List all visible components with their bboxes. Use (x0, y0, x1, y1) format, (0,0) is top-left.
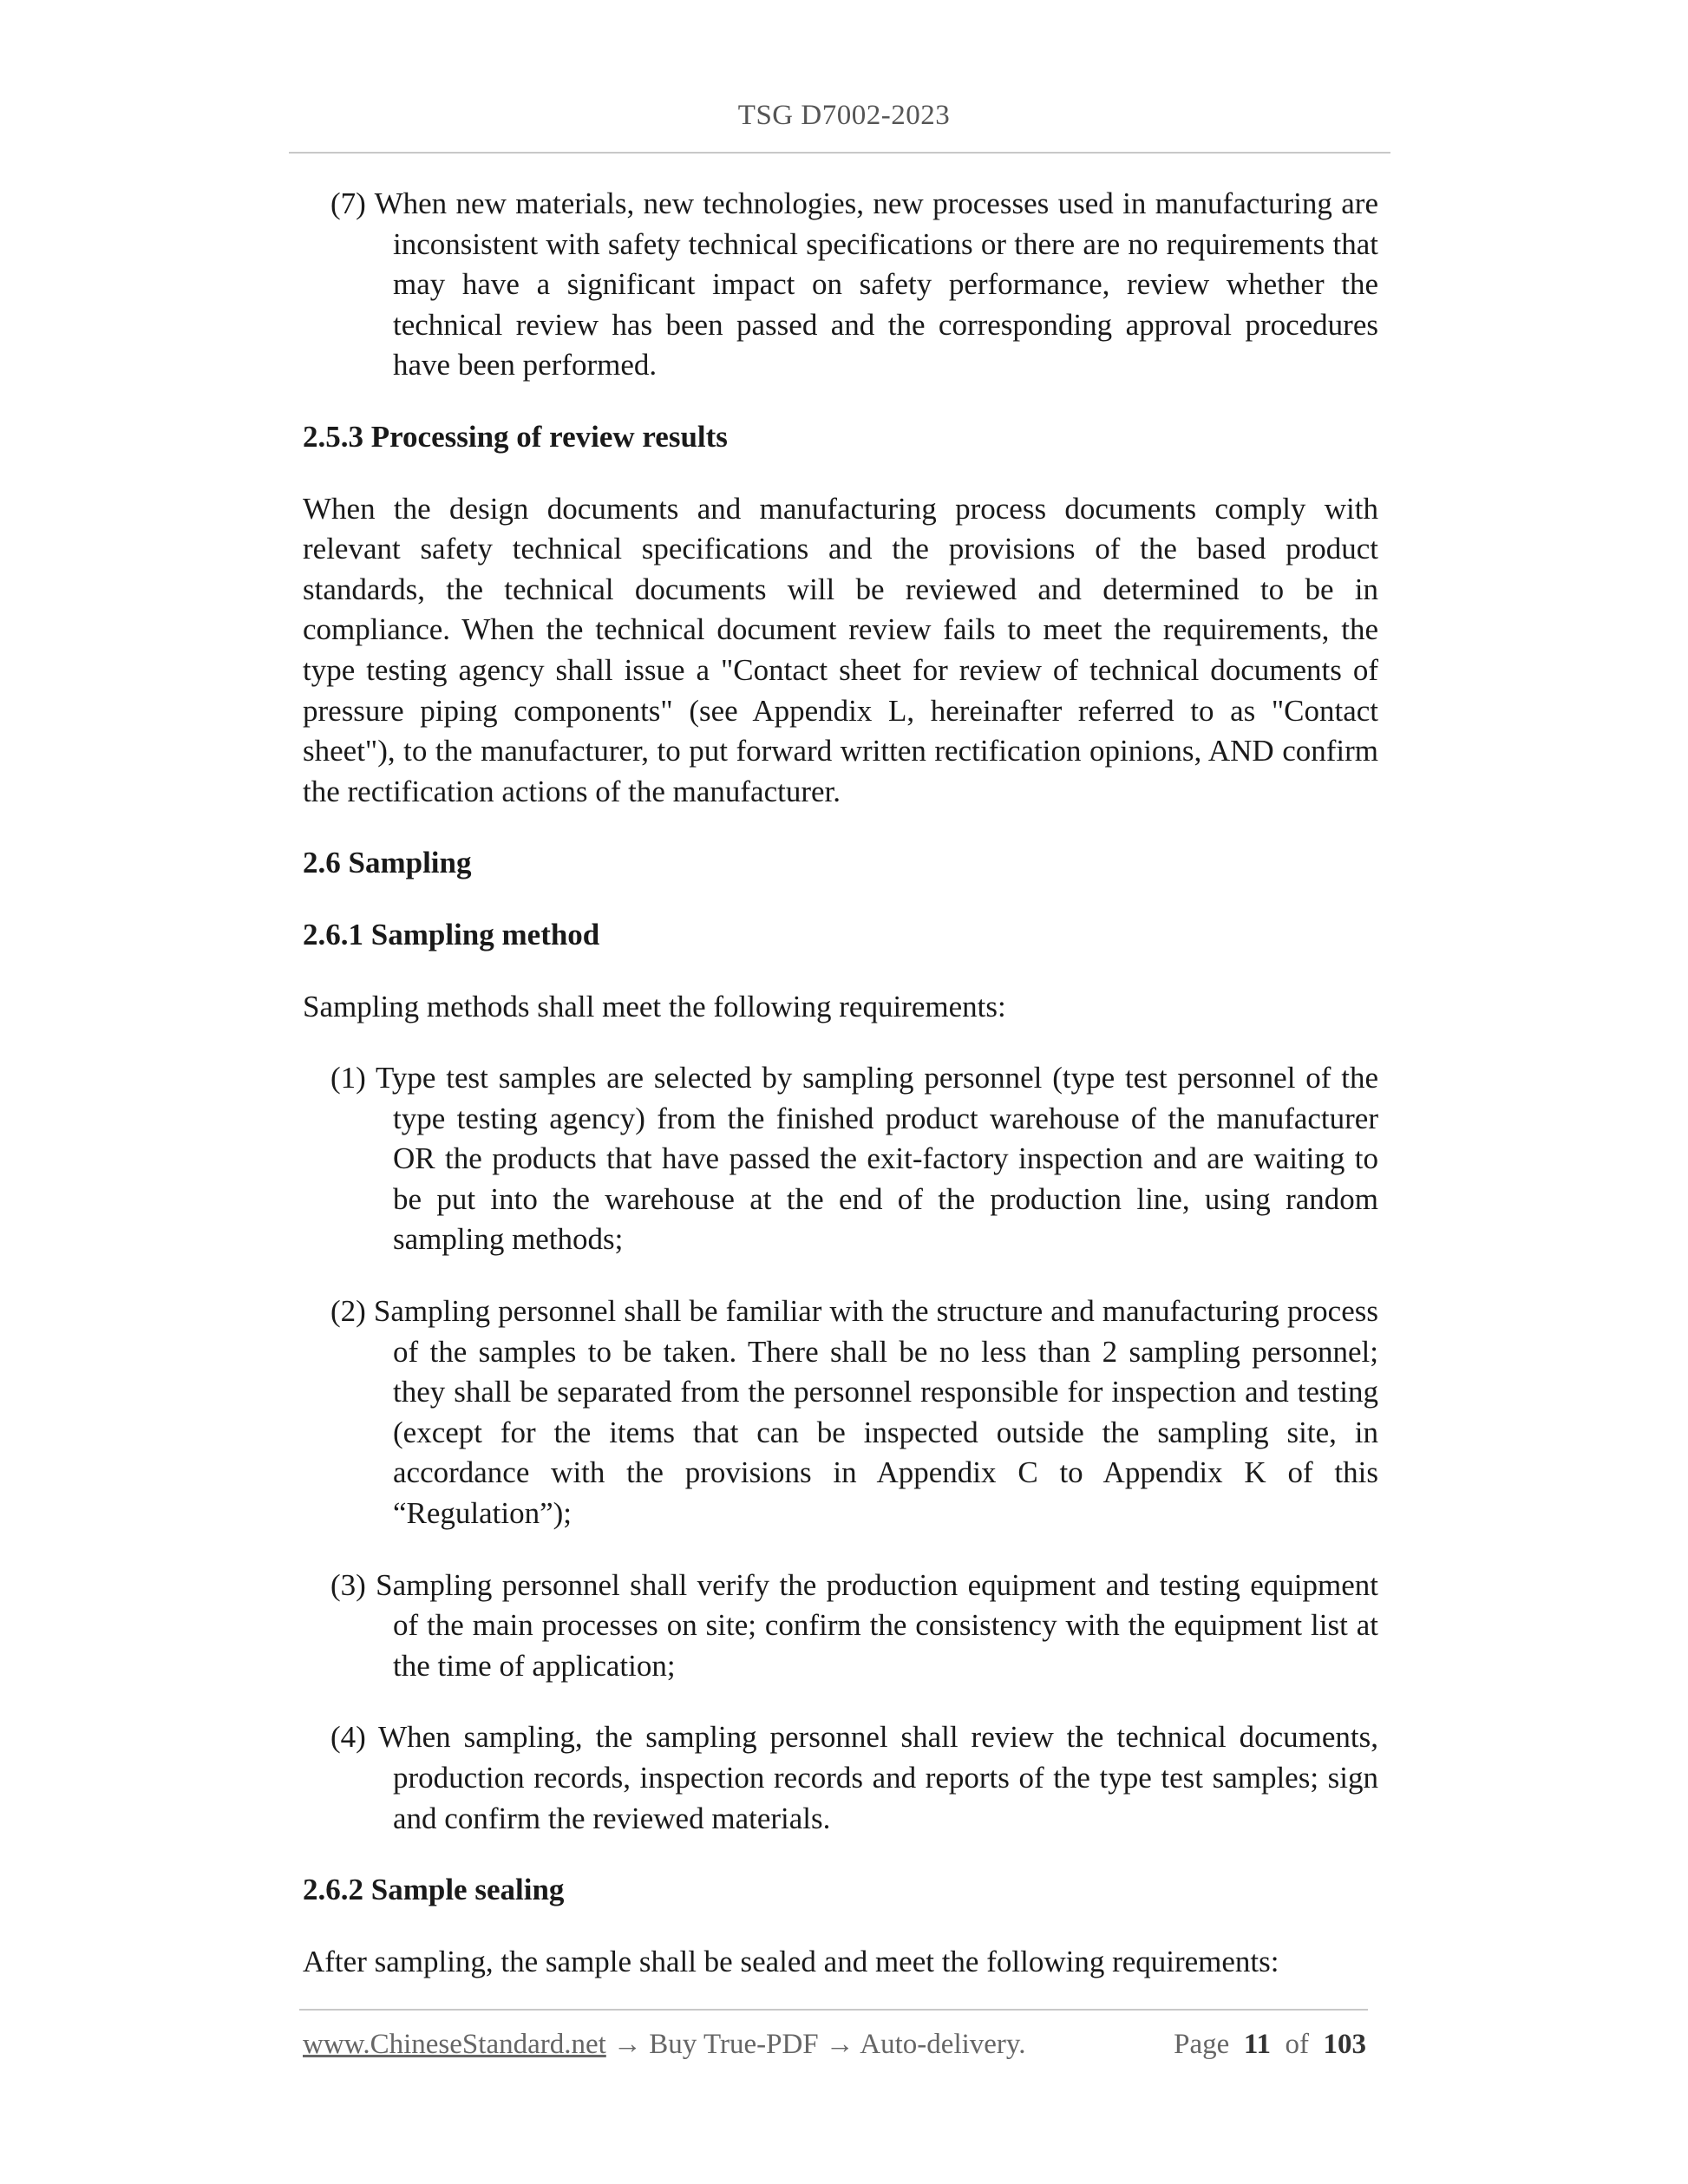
page-footer (303, 2029, 1366, 2061)
section-heading-2-6-2: 2.6.2 Sample sealing (303, 1873, 565, 1907)
section-heading-2-5-3: 2.5.3 Processing of review results (303, 419, 728, 454)
list-item-1: (1) Type test samples are selected by sampling personnel (type test personnel of the type testing agency) from the finished product warehouse of the manufacturer OR the products that have passed the exit-factory inspection and are waiting to be put into the warehouse at the end of the production line, using random sampling methods; (330, 1061, 1378, 1257)
paragraph-sample-sealing: After sampling, the sample shall be sealed and meet the following requirements: (303, 1944, 1279, 1978)
list-item-4: (4) When sampling, the sampling personnel shall review the technical documents, production records, inspection records and reports of the type test samples; sign and confirm the reviewed materials. (330, 1720, 1378, 1835)
paragraph-sampling-intro: Sampling methods shall meet the following requirements: (303, 989, 1006, 1023)
page-total: 103 (1323, 2029, 1366, 2060)
document-code-header: TSG D7002-2023 (737, 100, 951, 131)
website-link[interactable]: www.ChineseStandard.net (303, 2029, 606, 2060)
list-item-7: (7) When new materials, new technologies, new processes used in manufacturing are inconsistent with safety technical specifications or there are no requirements that may have a significant impact on safety performance, review whether the technical review has been passed and the corresponding approval procedures have been performed. (330, 186, 1378, 383)
footer-delivery-text: → Buy True-PDF → Auto-delivery. (605, 2029, 1026, 2060)
section-heading-2-6: 2.6 Sampling (303, 846, 472, 880)
section-heading-2-6-1: 2.6.1 Sampling method (303, 917, 600, 951)
page-number: 11 (1243, 2029, 1271, 2060)
page-indicator (1174, 2029, 1366, 2061)
page-label: Page (1174, 2029, 1230, 2060)
footer-left (303, 2029, 1026, 2061)
list-item-2: (2) Sampling personnel shall be familiar with the structure and manufacturing process of the samples to be taken. There shall be no less than 2 sampling personnel; they shall be separated from the personnel responsible for inspection and testing (except for the items that can be inspected outside the sampling site, in accordance with the provisions in Appendix C to Appendix K of this “Regulation”); (330, 1294, 1378, 1531)
paragraph-review-results: When the design documents and manufacturing process documents comply with relevant safety technical specifications and the provisions of the based product standards, the technical documents will be reviewed and determined to be in compliance. When the technical document review fails to meet the requirements, the type testing agency shall issue a "Contact sheet for review of technical documents of pressure piping components" (see Appendix L, hereinafter referred to as "Contact sheet"), to the manufacturer, to put forward written rectification opinions, AND confirm the rectification actions of the manufacturer. (303, 491, 1378, 808)
footer-divider (299, 2009, 1368, 2011)
header-divider (289, 152, 1390, 154)
list-item-3: (3) Sampling personnel shall verify the production equipment and testing equipment of the main processes on site; confirm the consistency with the equipment list at the time of application; (330, 1567, 1378, 1683)
of-label: of (1285, 2029, 1309, 2060)
page-content (303, 184, 1378, 2013)
